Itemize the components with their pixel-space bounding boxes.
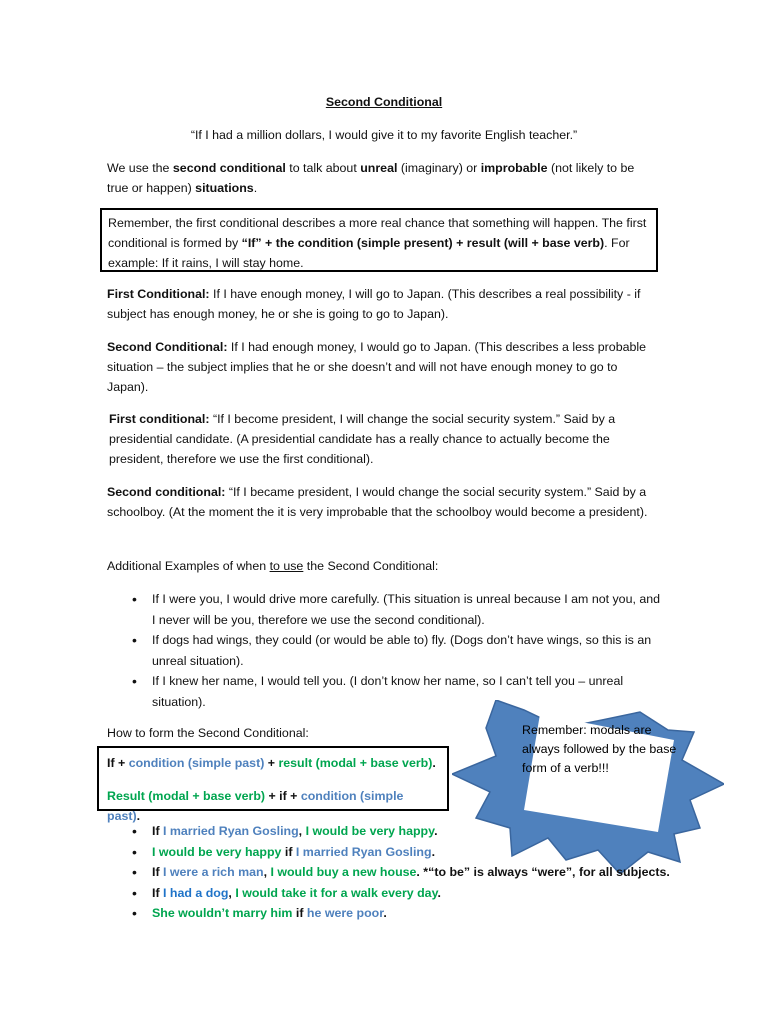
text-run: She wouldn’t marry him xyxy=(152,906,293,921)
label: First Conditional: xyxy=(107,287,210,301)
list-item xyxy=(132,821,692,842)
text-run: If xyxy=(152,824,164,838)
text-run: . xyxy=(434,824,438,838)
text-run: , xyxy=(263,865,271,880)
text-run: If I have enough money, I will go to Japan. (This describes a real possibility - if subject has enough money, he or she is going to go to Japan). xyxy=(107,287,641,321)
text-run: . For example: If it rains, I will stay home. xyxy=(108,236,630,270)
text-run: Result (modal + base verb) xyxy=(107,789,266,803)
label: Second Conditional: xyxy=(107,340,228,354)
text-run: condition (simple past) xyxy=(107,789,404,823)
second-conditional-paragraph xyxy=(107,337,652,397)
text-run: I married Ryan Gosling xyxy=(163,824,299,838)
text-run: If + xyxy=(107,756,129,770)
text-run: result (modal + base verb) xyxy=(278,756,433,770)
first-conditional-president-paragraph xyxy=(109,409,649,469)
text-run: to use xyxy=(269,559,304,573)
text-run: I would take it for a walk every day xyxy=(235,885,438,900)
text-run: . xyxy=(431,844,436,859)
intro-quote: “If I had a million dollars, I would give it to my favorite English teacher.” xyxy=(190,128,578,142)
text-run: second conditional xyxy=(172,161,286,175)
list-item: • If dogs had wings, they could (or would be able to) fly. (Dogs don’t have wings, so this is an unreal situation). xyxy=(132,630,662,671)
text-run: , xyxy=(298,824,306,838)
text-run: + if + xyxy=(265,789,301,803)
second-conditional-president-paragraph xyxy=(107,482,652,522)
text-run: situations xyxy=(195,181,254,195)
formula-line-2 xyxy=(107,786,439,826)
formula-line-1 xyxy=(107,753,439,773)
form-examples-list xyxy=(132,821,692,924)
text-run: Remember, the first conditional describes a more real chance that something will happen. The first conditional is formed by xyxy=(108,216,647,250)
text-run: “If” + the condition (simple present) + result (will + base verb) xyxy=(241,236,605,250)
text-run: . xyxy=(437,885,441,900)
list-item xyxy=(132,842,692,863)
remember-box xyxy=(100,208,658,272)
text-run: + xyxy=(264,756,279,770)
text-run: We use the xyxy=(107,161,173,175)
text-run: the Second Conditional: xyxy=(303,559,439,573)
text-run: . xyxy=(432,756,436,770)
text-run: unreal xyxy=(360,161,398,175)
first-conditional-paragraph xyxy=(107,284,652,324)
text-run: (not likely to be true or happen) xyxy=(107,161,635,195)
list-item: • If I were you, I would drive more carefully. (This situation is unreal because I am not you, and I never will be you, therefore we use the second conditional). xyxy=(132,589,662,630)
star-note-text: Remember: modals are always followed by the base form of a verb!!! xyxy=(522,723,677,775)
text-run: If xyxy=(152,885,164,900)
text-run: I would buy a new house xyxy=(270,865,417,880)
text-run: he were poor xyxy=(306,906,384,921)
text-run: Additional Examples of when xyxy=(107,559,270,573)
text-run: (imaginary) or xyxy=(397,161,481,175)
list-item xyxy=(132,903,692,924)
text-run: “If I became president, I would change the social security system.” Said by a schoolboy. (At the moment the it is very improbable that the schoolboy would become a president). xyxy=(107,485,648,519)
text-run: condition (simple past) xyxy=(128,756,265,770)
text-run: . *“to be” is always “were”, for all subjects. xyxy=(416,865,670,880)
text-run: if xyxy=(292,906,307,921)
text-run: I married Ryan Gosling xyxy=(295,844,432,859)
additional-examples-list xyxy=(132,589,662,712)
text-run: “If I become president, I will change the social security system.” Said by a presidential candidate. (A presidential candidate has a really chance to actually become the president, therefore we use the first conditional). xyxy=(109,412,616,466)
formula-box xyxy=(97,746,449,823)
list-item: • If I knew her name, I would tell you. (I don’t know her name, so I can’t tell you – unreal situation). xyxy=(132,671,662,712)
label: First conditional: xyxy=(109,412,210,426)
list-item xyxy=(132,883,692,904)
additional-examples-heading xyxy=(107,556,652,576)
label: Second conditional: xyxy=(107,485,226,499)
text-run: If I had enough money, I would go to Japan. (This describes a less probable situation – the subject implies that he or she doesn’t and will not have enough money to go to Japan). xyxy=(107,340,647,394)
text-run: , xyxy=(228,885,236,900)
text-run: . xyxy=(253,181,258,195)
text-run: to talk about xyxy=(285,161,361,175)
how-to-heading: How to form the Second Conditional: xyxy=(107,726,309,740)
text-run: improbable xyxy=(480,161,548,175)
text-run: I would be very happy xyxy=(305,824,435,838)
intro-paragraph xyxy=(107,158,652,198)
text-run: . xyxy=(136,809,141,823)
list-item xyxy=(132,862,692,883)
page-title: Second Conditional xyxy=(325,95,443,109)
text-run: I would be very happy xyxy=(152,844,282,859)
text-run: If xyxy=(152,865,164,880)
text-run: . xyxy=(383,906,387,921)
text-run: I had a dog xyxy=(163,885,229,900)
text-run: if xyxy=(281,844,296,859)
text-run: I were a rich man xyxy=(163,865,264,880)
